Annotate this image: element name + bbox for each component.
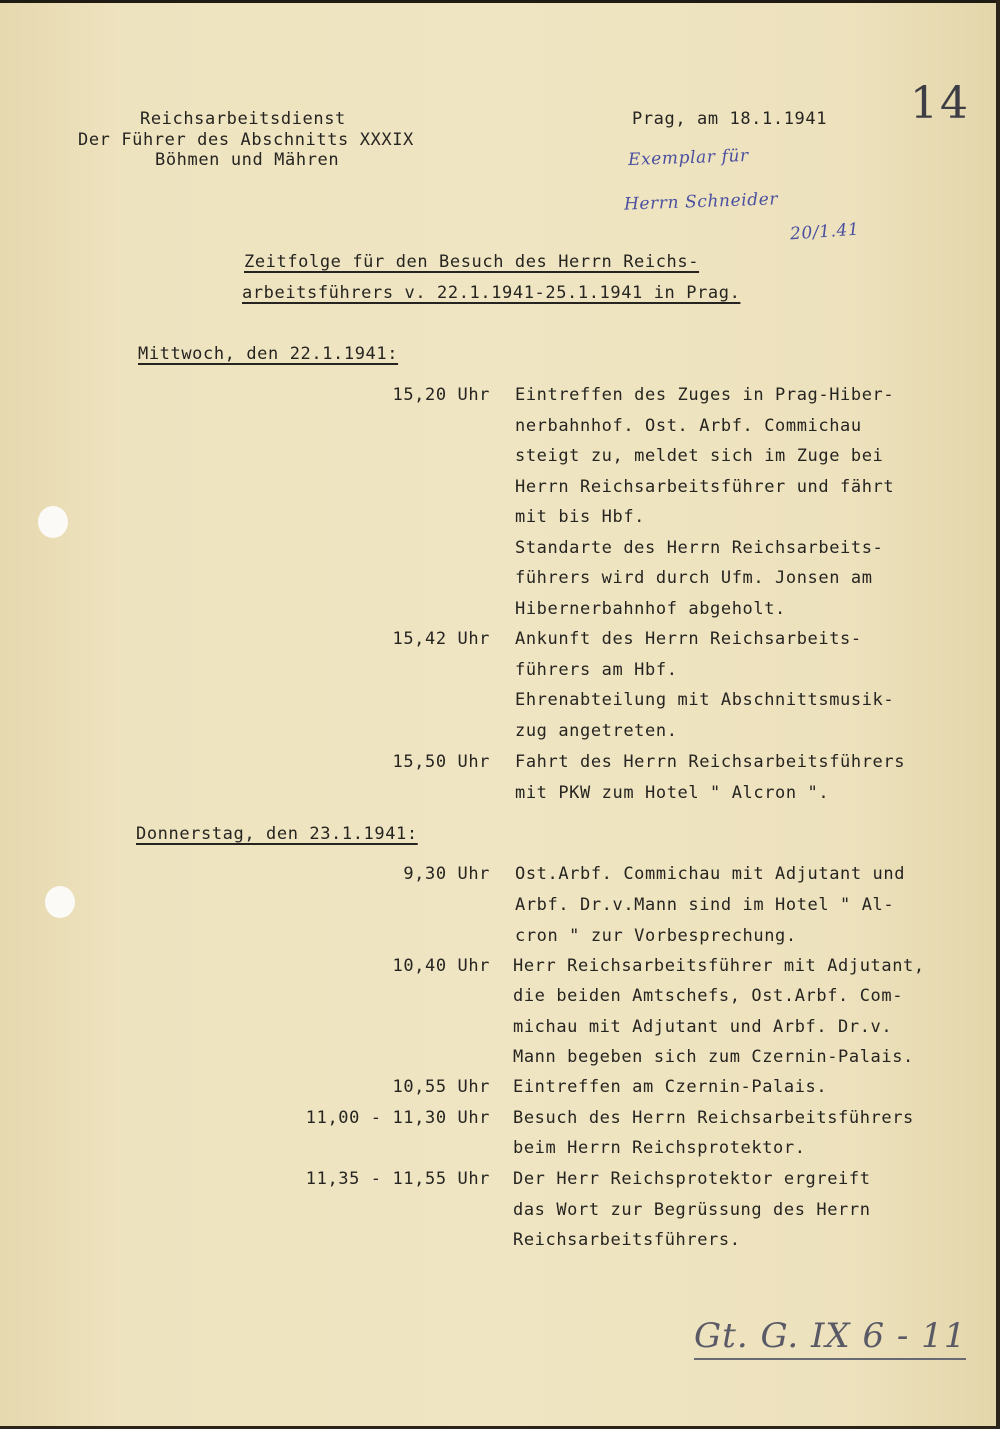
scan-edge <box>0 0 996 3</box>
entry-text-line: Herr Reichsarbeitsführer mit Adjutant, <box>513 956 925 976</box>
entry-text-line: Fahrt des Herrn Reichsarbeitsführers <box>515 752 906 772</box>
entry-text-line: Reichsarbeitsführers. <box>513 1230 741 1250</box>
punch-hole <box>45 886 75 918</box>
entry-text-line: Ankunft des Herrn Reichsarbeits- <box>515 629 862 649</box>
day-heading: Mittwoch, den 22.1.1941: <box>138 344 399 364</box>
entry-text-line: die beiden Amtschefs, Ost.Arbf. Com- <box>513 986 904 1006</box>
title-line-1: Zeitfolge für den Besuch des Herrn Reichs- <box>244 252 700 272</box>
entry-text-line: Arbf. Dr.v.Mann sind im Hotel " Al- <box>515 895 895 915</box>
page-number-mark: 14 <box>910 78 970 129</box>
day-heading: Donnerstag, den 23.1.1941: <box>136 824 418 844</box>
entry-text-line: Der Herr Reichsprotektor ergreift <box>513 1169 871 1189</box>
org-line-3: Böhmen und Mähren <box>155 150 340 170</box>
entry-time: 11,35 - 11,55 Uhr <box>305 1169 490 1189</box>
archive-reference-stamp: Gt. G. IX 6 - 11 <box>694 1316 966 1360</box>
entry-text-line: Standarte des Herrn Reichsarbeits- <box>515 538 884 558</box>
org-line-1: Reichsarbeitsdienst <box>140 109 346 129</box>
entry-time: 10,55 Uhr <box>392 1077 490 1097</box>
entry-text-line: Mann begeben sich zum Czernin-Palais. <box>513 1047 914 1067</box>
entry-text-line: Eintreffen am Czernin-Palais. <box>513 1077 828 1097</box>
entry-text-line: zug angetreten. <box>515 721 678 741</box>
entry-text-line: Hibernerbahnhof abgeholt. <box>515 599 786 619</box>
entry-text-line: nerbahnhof. Ost. Arbf. Commichau <box>515 416 862 436</box>
entry-text-line: Besuch des Herrn Reichsarbeitsführers <box>513 1108 914 1128</box>
entry-text-line: mit bis Hbf. <box>515 507 646 527</box>
entry-text-line: beim Herrn Reichsprotektor. <box>513 1138 806 1158</box>
entry-text-line: Ehrenabteilung mit Abschnittsmusik- <box>515 690 895 710</box>
entry-time: 15,50 Uhr <box>392 752 490 772</box>
org-line-2: Der Führer des Abschnitts XXXIX <box>78 130 414 150</box>
entry-text-line: steigt zu, meldet sich im Zuge bei <box>515 446 884 466</box>
handwritten-note-line-1: Exemplar für <box>627 145 750 171</box>
entry-text-line: cron " zur Vorbesprechung. <box>515 926 797 946</box>
entry-time: 11,00 - 11,30 Uhr <box>305 1108 490 1128</box>
entry-time: 15,20 Uhr <box>392 385 490 405</box>
entry-text-line: Ost.Arbf. Commichau mit Adjutant und <box>515 864 906 884</box>
entry-time: 9,30 Uhr <box>403 864 490 884</box>
entry-text-line: Eintreffen des Zuges in Prag-Hiber- <box>515 385 895 405</box>
place-date: Prag, am 18.1.1941 <box>632 109 828 129</box>
entry-text-line: Herrn Reichsarbeitsführer und fährt <box>515 477 895 497</box>
handwritten-note-line-2: Herrn Schneider <box>623 189 779 215</box>
title-line-2: arbeitsführers v. 22.1.1941-25.1.1941 in Prag. <box>242 283 741 303</box>
entry-text-line: mit PKW zum Hotel " Alcron ". <box>515 783 830 803</box>
entry-time: 10,40 Uhr <box>392 956 490 976</box>
entry-text-line: führers am Hbf. <box>515 660 678 680</box>
entry-text-line: führers wird durch Ufm. Jonsen am <box>515 568 873 588</box>
entry-time: 15,42 Uhr <box>392 629 490 649</box>
punch-hole <box>38 506 68 538</box>
entry-text-line: das Wort zur Begrüssung des Herrn <box>513 1200 871 1220</box>
entry-text-line: michau mit Adjutant und Arbf. Dr.v. <box>513 1017 893 1037</box>
handwritten-date: 20/1.41 <box>789 219 861 245</box>
